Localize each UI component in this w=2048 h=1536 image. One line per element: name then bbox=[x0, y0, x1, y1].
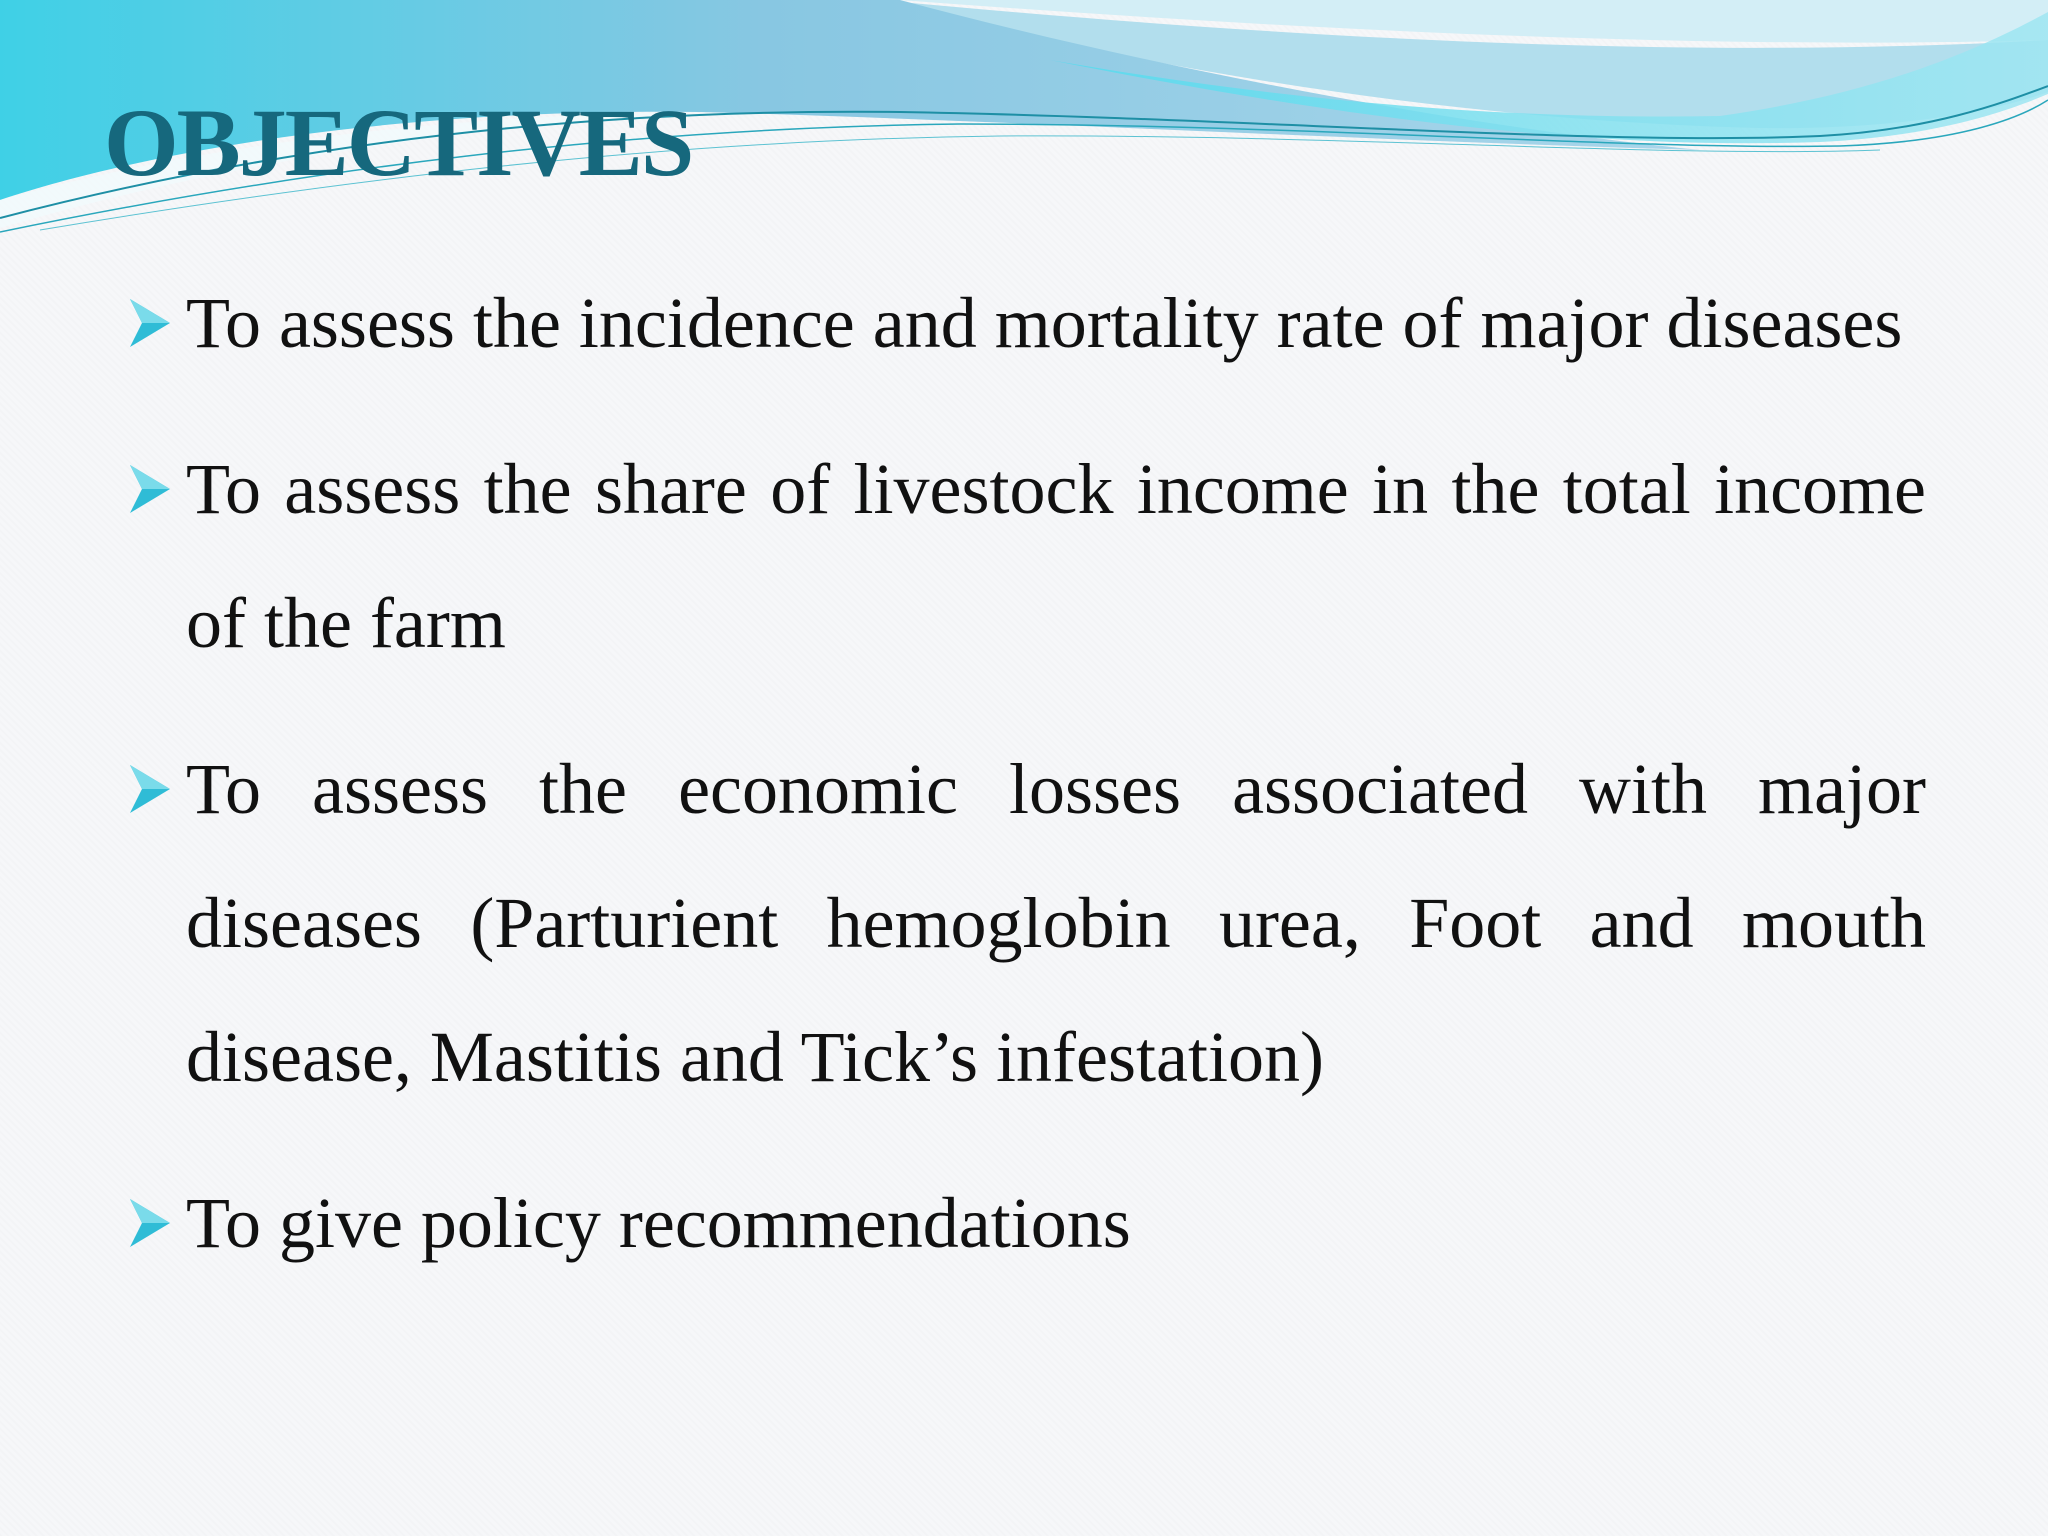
objective-text-4: To give policy recommendations bbox=[186, 1183, 1131, 1263]
arrow-bullet-icon bbox=[126, 295, 174, 351]
objective-item-2 bbox=[126, 422, 1926, 690]
objective-item-4 bbox=[126, 1156, 1926, 1290]
objective-item-3 bbox=[126, 722, 1926, 1124]
objectives-list bbox=[126, 256, 1926, 1322]
arrow-bullet-icon bbox=[126, 1195, 174, 1251]
objective-text-3: To assess the economic losses associated with major diseases (Parturient hemoglobin urea, Foot and mouth disease, Mastitis and Tick’s infestation) bbox=[186, 749, 1926, 1097]
objective-text-2: To assess the share of livestock income in the total income of the farm bbox=[186, 449, 1926, 663]
slide-title: OBJECTIVES bbox=[104, 89, 693, 196]
arrow-bullet-icon bbox=[126, 761, 174, 817]
objective-text-1: To assess the incidence and mortality rate of major diseases bbox=[186, 283, 1903, 363]
arrow-bullet-icon bbox=[126, 461, 174, 517]
objective-item-1 bbox=[126, 256, 1926, 390]
